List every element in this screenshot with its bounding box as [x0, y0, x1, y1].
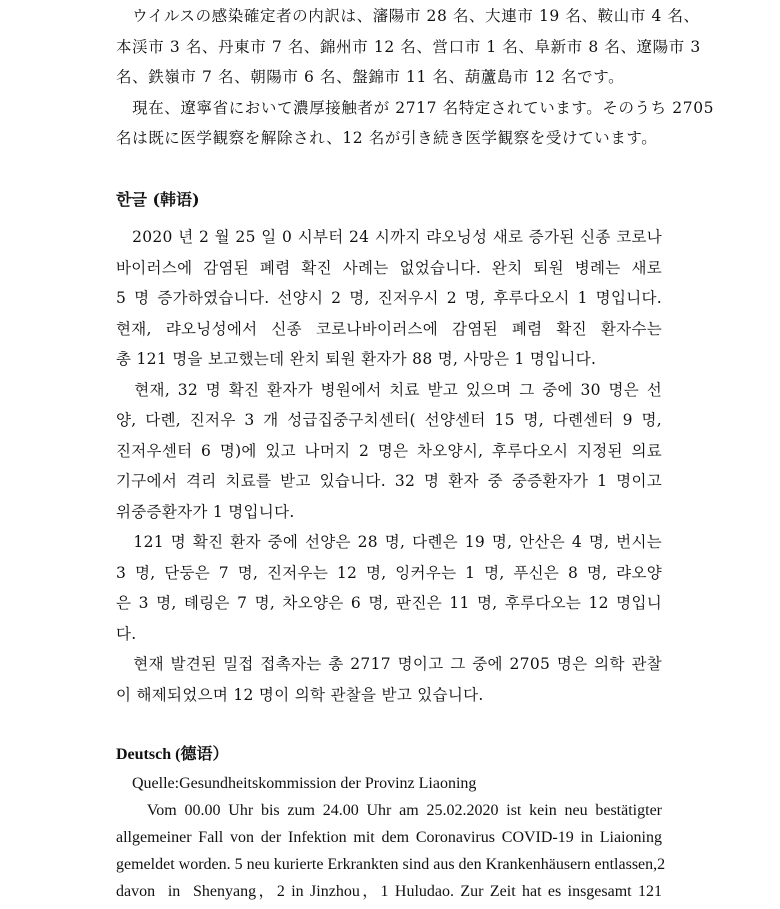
japanese-paragraph-line: 現在、遼寧省において濃厚接触者が 2717 名特定されています。そのうち 2705	[116, 99, 715, 117]
korean-paragraph-line: 현재, 32 명 확진 환자가 병원에서 치료 받고 있으며 그 중에 30 명은 선	[116, 381, 662, 399]
korean-paragraph-line: 3 명, 단둥은 7 명, 진저우는 12 명, 잉커우는 1 명, 푸신은 8 명, 랴오양	[116, 564, 662, 582]
korean-paragraph-line: 바이러스에 감염된 폐렴 확진 사례는 없었습니다. 완치 퇴원 병례는 새로	[116, 259, 662, 277]
german-paragraph-line: gemeldet worden. 5 neu kurierte Erkrankten sind aus den Krankenhäusern entlassen,2	[116, 856, 666, 873]
german-heading: Deutsch (德语）	[116, 746, 229, 763]
japanese-paragraph-line: 本渓市 3 名、丹東市 7 名、錦州市 12 名、営口市 1 名、阜新市 8 名、遼陽市 3	[116, 38, 701, 56]
german-paragraph-line: allgemeiner Fall von der Infektion mit dem Coronavirus COVID-19 in Liaioning	[116, 829, 662, 846]
korean-paragraph-line: 현재, 랴오닝성에서 신종 코로나바이러스에 감염된 폐렴 확진 환자수는	[116, 320, 662, 338]
korean-paragraph-line: 121 명 확진 환자 중에 선양은 28 명, 다롄은 19 명, 안산은 4 명, 번시는	[116, 533, 662, 551]
korean-paragraph-line: 기구에서 격리 치료를 받고 있습니다. 32 명 환자 중 중증환자가 1 명이고	[116, 472, 662, 490]
japanese-paragraph-line: ウイルスの感染確定者の内訳は、瀋陽市 28 名、大連市 19 名、鞍山市 4 名、	[116, 7, 700, 25]
korean-paragraph-line: 은 3 명, 톄링은 7 명, 차오양은 6 명, 판진은 11 명, 후루다오는 12 명입니	[116, 594, 662, 612]
korean-heading: 한글 (韩语)	[116, 190, 200, 209]
korean-paragraph-line: 이 해제되었으며 12 명이 의학 관찰을 받고 있습니다.	[116, 686, 484, 704]
german-paragraph-line: Vom 00.00 Uhr bis zum 24.00 Uhr am 25.02.2020 ist kein neu bestätigter	[116, 802, 662, 819]
german-paragraph-line: davon in Shenyang，2 in Jinzhou，1 Huludao. Zur Zeit hat es insgesamt 121	[116, 883, 662, 900]
korean-paragraph-line: 위중증환자가 1 명입니다.	[116, 503, 295, 521]
korean-paragraph-line: 진저우센터 6 명)에 있고 나머지 2 명은 차오양시, 후루다오시 지정된 의료	[116, 442, 662, 460]
korean-paragraph-line: 2020 년 2 월 25 일 0 시부터 24 시까지 랴오닝성 새로 증가된 신종 코로나	[116, 228, 662, 246]
japanese-paragraph-line: 名、鉄嶺市 7 名、朝陽市 6 名、盤錦市 11 名、葫蘆島市 12 名です。	[116, 68, 625, 86]
korean-paragraph-line: 다.	[116, 625, 137, 643]
german-source-line: Quelle:Gesundheitskommission der Provinz Liaoning	[116, 775, 477, 792]
korean-paragraph-line: 총 121 명을 보고했는데 완치 퇴원 환자가 88 명, 사망은 1 명입니다.	[116, 350, 597, 368]
korean-paragraph-line: 현재 발견된 밀접 접촉자는 총 2717 명이고 그 중에 2705 명은 의학 관찰	[116, 655, 662, 673]
japanese-paragraph-line: 名は既に医学観察を解除され、12 名が引き続き医学観察を受けています。	[116, 129, 658, 147]
korean-paragraph-line: 5 명 증가하였습니다. 선양시 2 명, 진저우시 2 명, 후루다오시 1 명입니다.	[116, 289, 662, 307]
korean-paragraph-line: 양, 다롄, 진저우 3 개 성급집중구치센터( 선양센터 15 명, 다롄센터 9 명,	[116, 411, 662, 429]
